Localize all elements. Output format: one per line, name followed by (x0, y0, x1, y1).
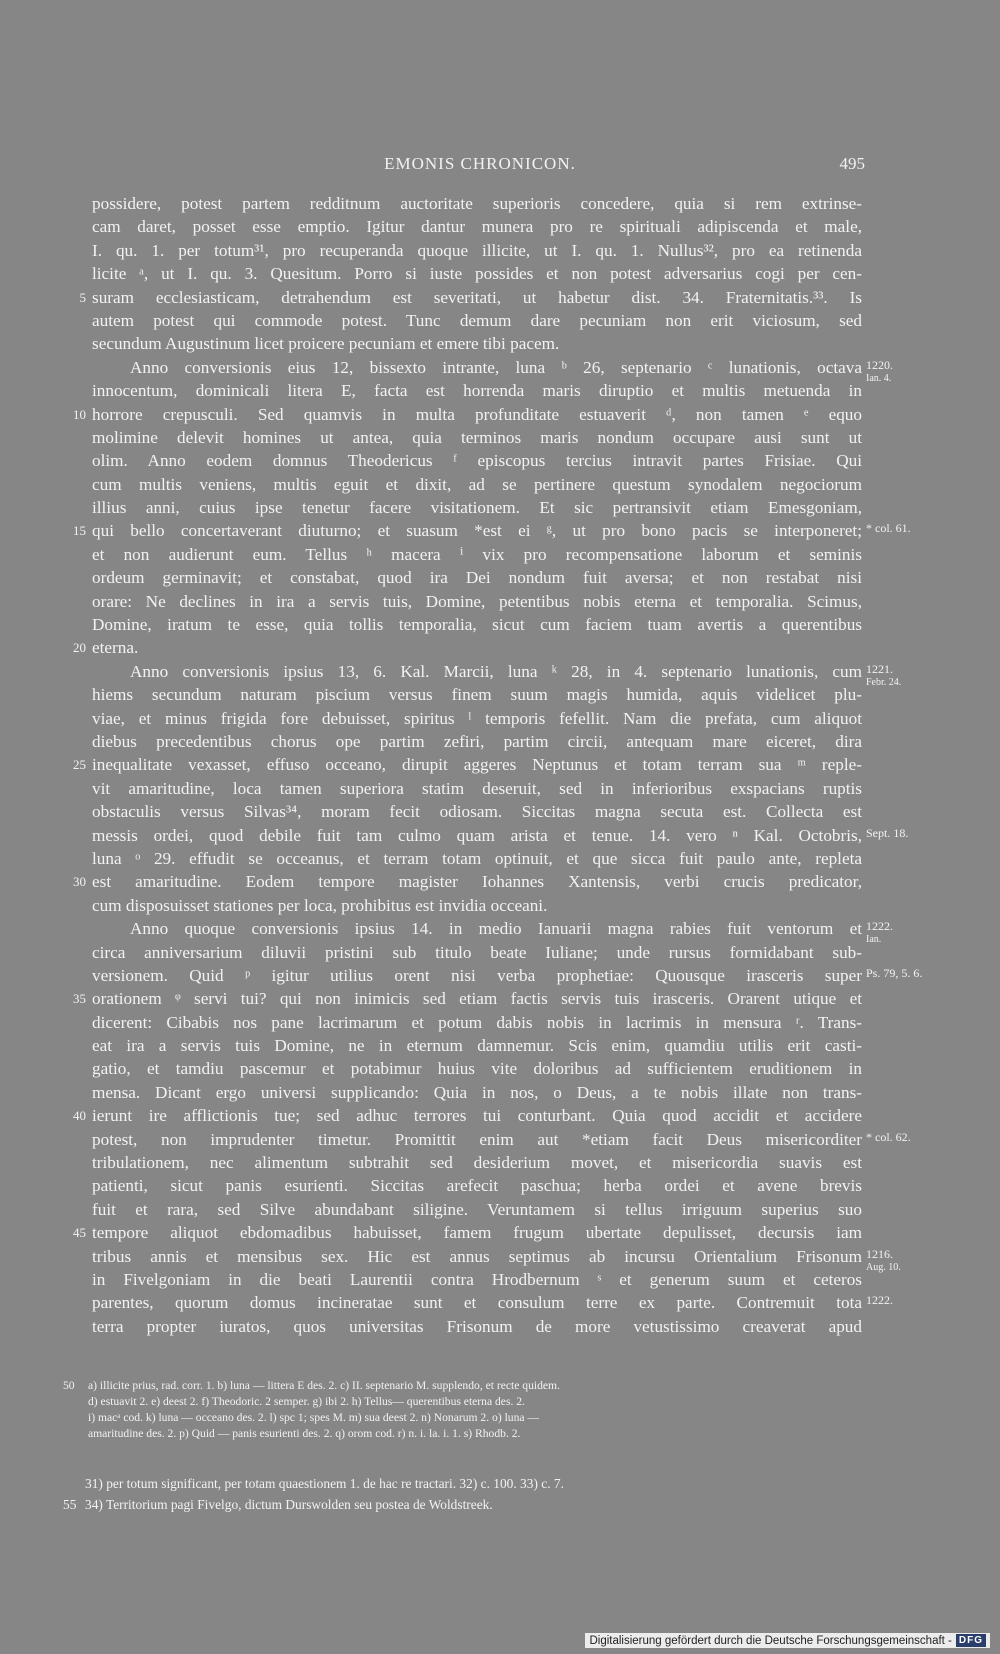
line-number: 20 (73, 640, 86, 656)
main-text-block (73, 192, 923, 1338)
text-line (92, 449, 862, 472)
line-text: I. qu. 1. per totum³¹, pro recuperanda quoque illicite, ut I. qu. 1. Nullus³², pro ea retinenda (92, 240, 862, 260)
digitization-credit[interactable] (585, 1633, 990, 1648)
line-text: Anno quoque conversionis ipsius 14. in medio Ianuarii magna rabies fuit ventorum et (130, 919, 862, 939)
text-line (92, 473, 862, 496)
line-text: orare: Ne declines in ira a servis tuis, Domine, petentibus nobis eterna et temporalia. Scimus, (92, 591, 862, 611)
line-text: gatio, et tamdiu pascemur et potabimur huius vite doloribus ad sufficientem eruditionem in (92, 1059, 862, 1079)
text-line (92, 683, 862, 706)
line-text: messis ordei, quod debile fuit tam culmo quam arista et tenue. 14. vero ⁿ Kal. Octobris, (92, 825, 862, 845)
text-line (92, 964, 923, 987)
line-text: vit amaritudine, loca tamen superiora statim deseruit, sed in inferioribus exspacians ruptis (92, 778, 862, 798)
margin-note (866, 824, 938, 840)
margin-note (866, 1291, 938, 1307)
margin-note (866, 1128, 938, 1144)
text-line (92, 613, 862, 636)
apparatus-text: amaritudine des. 2. p) Quid — panis esurienti des. 2. q) orom cod. r) n. i. la. i. 1. s) Rhodb. 2. (88, 1427, 521, 1440)
apparatus-line (63, 1410, 863, 1426)
apparatus-line (63, 1378, 863, 1394)
line-text: possidere, potest partem redditnum auctoritate superioris concedere, quia si rem extrinse- (92, 194, 862, 213)
text-line (92, 379, 862, 402)
apparatus-line (63, 1426, 863, 1442)
margin-note-year: 1222. (866, 1293, 893, 1308)
text-line (73, 519, 911, 542)
text-line (92, 824, 909, 847)
line-text: olim. Anno eodem domnus Theodericus ᶠ episcopus tercius intravit partes Frisiae. Qui (92, 451, 862, 471)
text-line (92, 894, 862, 917)
line-number: 35 (73, 991, 86, 1007)
text-line (73, 987, 862, 1010)
line-number: 55 (63, 1497, 77, 1512)
line-text: luna ᵒ 29. effudit se occeanus, et terram totam optinuit, et que sicca fuit paulo ante, repleta (92, 848, 862, 868)
text-line (92, 192, 862, 215)
line-text: suram ecclesiasticam, detrahendum est severitati, ut habetur dist. 34. Fraternitatis.³³. Is (92, 287, 862, 307)
margin-note-year: 1216. (866, 1246, 893, 1261)
text-line (73, 870, 862, 893)
line-text: terra propter iuratos, quos universitas Frisonum de more vetustissimo creaverat apud (92, 1316, 862, 1336)
margin-note-year: * col. 62. (866, 1129, 911, 1144)
apparatus-text: a) illicite prius, rad. corr. 1. b) luna — littera E des. 2. c) II. septenario M. supplendo, et recte quidem. (88, 1379, 560, 1392)
text-line (92, 1081, 862, 1104)
text-line (92, 1151, 862, 1174)
text-line (92, 1174, 862, 1197)
text-line (92, 660, 902, 688)
line-text: viae, et minus frigida fore debuisset, spiritus ˡ temporis fefellit. Nam die prefata, cum aliquot (92, 708, 862, 728)
line-text: obstaculis versus Silvas³⁴, moram fecit odiosam. Siccitas magna secuta est. Collecta est (92, 802, 862, 822)
margin-note (866, 1245, 938, 1274)
text-line (79, 286, 862, 309)
line-number: 40 (73, 1108, 86, 1124)
text-line (73, 1221, 862, 1244)
line-number: 10 (73, 406, 86, 422)
critical-apparatus (63, 1378, 863, 1442)
line-text: cum disposuisset stationes per loca, prohibitus est invidia occeani. (92, 895, 548, 915)
line-text: patienti, sicut panis esurienti. Siccitas arefecit paschua; herba ordei et avene brevis (92, 1176, 862, 1196)
line-text: est amaritudine. Eodem tempore magister Iohannes Xantensis, verbi crucis predicator, (92, 872, 862, 892)
footnote-text: 31) per totum significant, per totam quaestionem 1. de hac re tractari. 32) c. 100. 33) c. 7. (85, 1476, 564, 1491)
margin-note-year: 1222. (866, 919, 893, 934)
text-line (92, 1198, 862, 1221)
line-text: parentes, quorum domus incineratae sunt et consulum terre ex parte. Contremuit tota (92, 1293, 862, 1313)
text-line (73, 636, 862, 659)
line-text: illius anni, cuius ipse tenetur facere visitationem. Et sic pertransivit etiam Emesgoniam, (92, 498, 862, 518)
footnote-line (63, 1494, 863, 1515)
line-text: et non audierunt eum. Tellus ʰ macera ⁱ vix pro recompensatione laborum et seminis (92, 544, 862, 564)
line-text: qui bello concertaverant diuturno; et suasum *est ei ᵍ, ut pro bono pacis se interponeret; (92, 521, 862, 541)
text-line (92, 262, 862, 285)
text-line (92, 707, 862, 730)
line-text: inequalitate vexasset, effuso occeano, dirupit aggeres Neptunus et totam terram sua ᵐ reple- (92, 755, 862, 775)
text-line (92, 777, 862, 800)
line-text: ordeum germinavit; et constabat, quod ira Dei nondum fuit aversa; et non restabat nisi (92, 568, 862, 588)
text-line (92, 496, 862, 519)
margin-note-year: 1221. (866, 661, 893, 676)
text-line (92, 941, 862, 964)
line-text: mensa. Dicant ergo universi supplicando: Quia in nos, o Deus, a te nobis illate non trans- (92, 1082, 862, 1102)
text-line (92, 847, 862, 870)
line-number: 45 (73, 1225, 86, 1241)
apparatus-text: d) estuavit 2. e) deest 2. f) Theodoric. 2 semper. g) ibi 2. h) Tellus— querentibus eterna des. 2. (88, 1395, 525, 1408)
text-line (92, 800, 862, 823)
line-number: 50 (63, 1379, 75, 1392)
margin-note-year: * col. 61. (866, 521, 911, 536)
text-line (92, 543, 862, 566)
line-text: versionem. Quid ᵖ igitur utilius orent nisi verba prophetiae: Quousque irasceris super (92, 965, 862, 985)
footnote-text: 34) Territorium pagi Fivelgo, dictum Durswolden seu postea de Woldstreek. (85, 1497, 493, 1512)
text-line (73, 753, 862, 776)
text-line (92, 332, 862, 355)
text-line (92, 1315, 862, 1338)
footnote-line (63, 1473, 863, 1494)
page-number: 495 (839, 154, 865, 173)
margin-note-year: Ps. 79, 5. 6. (866, 965, 923, 980)
page-header (95, 154, 865, 182)
margin-note-date: Aug. 10. (866, 1261, 901, 1273)
text-line (73, 403, 862, 426)
line-text: secundum Augustinum licet proicere pecuniam et emere tibi pacem. (92, 334, 560, 354)
footnotes (63, 1473, 863, 1515)
line-text: in Fivelgoniam in die beati Laurentii contra Hrodbernum ˢ et generum suum et ceteros (92, 1269, 862, 1289)
line-text: fuit et rara, sed Silve abundabant siligine. Veruntamem si tellus irriguum superius suo (92, 1199, 862, 1219)
margin-note (866, 964, 938, 980)
line-text: circa anniversarium diluvii pristini sub titulo beate Iuliane; unde rursus formidabant sub- (92, 942, 862, 962)
apparatus-line (63, 1394, 863, 1410)
line-number: 25 (73, 757, 86, 773)
text-line (92, 215, 862, 238)
text-line (92, 239, 862, 262)
line-text: licite ᵃ, ut I. qu. 3. Quesitum. Porro si iuste possides et non potest adversarius cogi per cen- (92, 264, 862, 284)
line-text: Anno conversionis eius 12, bissexto intrante, luna ᵇ 26, septenario ᶜ lunationis, octava (130, 357, 862, 377)
text-line (92, 1245, 901, 1273)
text-line (92, 1291, 893, 1314)
text-line (73, 1104, 862, 1127)
line-text: Anno conversionis ipsius 13, 6. Kal. Marcii, luna ᵏ 28, in 4. septenario lunationis, cum (130, 661, 862, 681)
text-line (92, 730, 862, 753)
margin-note (866, 519, 938, 535)
margin-note-date: Ian. 4. (866, 372, 892, 384)
text-line (92, 356, 893, 384)
line-number: 30 (73, 874, 86, 890)
line-text: molimine delevit homines ut antea, quia terminos maris nondum occupare ausi sunt ut (92, 427, 862, 447)
line-text: hiems secundum naturam piscium versus finem suum magis humida, aquis videlicet plu- (92, 685, 862, 705)
text-line (92, 566, 862, 589)
line-text: autem potest qui commode potest. Tunc demum dare pecuniam non erit viciosum, sed (92, 310, 862, 330)
dfg-logo: DFG (956, 1634, 986, 1647)
line-text: innocentum, dominicali litera E, facta est horrenda maris diruptio et multis metuenda in (92, 381, 862, 401)
line-text: horrore crepusculi. Sed quamvis in multa profunditate estuaverit ᵈ, non tamen ᵉ equo (92, 404, 862, 424)
margin-note-year: Sept. 18. (866, 825, 909, 840)
margin-note-date: Febr. 24. (866, 676, 902, 688)
line-text: tribulationem, nec alimentum subtrahit sed desiderium movet, et misericordia suavis est (92, 1153, 862, 1173)
line-text: orationem ᵠ servi tui? qui non inimicis sed etiam factis servis tuis irasceris. Orarent utique et (92, 989, 862, 1009)
margin-note-date: Ian. (866, 934, 882, 946)
text-line (92, 426, 862, 449)
line-number: 15 (73, 523, 86, 539)
line-text: cum multis veniens, multis eguit et dixit, ad se pertinere questum synodalem negociorum (92, 474, 862, 494)
line-number: 5 (79, 289, 86, 305)
text-line (92, 309, 862, 332)
text-line (92, 1011, 862, 1034)
line-text: eterna. (92, 638, 139, 658)
line-text: tempore aliquot ebdomadibus habuisset, famem frugum ubertate depulisset, decursis iam (92, 1223, 862, 1243)
text-line (92, 590, 862, 613)
line-text: Domine, iratum te esse, quia tollis temporalia, sicut cum faciem tuam avertis a querentibus (92, 615, 862, 635)
line-text: eat ira a servis tuis Domine, ne in eternum damnemur. Scis enim, quamdiu utilis erit casti- (92, 1036, 862, 1056)
credit-text: Digitalisierung gefördert durch die Deutsche Forschungsgemeinschaft - (589, 1634, 952, 1647)
margin-note-year: 1220. (866, 357, 893, 372)
running-title: EMONIS CHRONICON. (384, 154, 576, 173)
text-line (92, 1268, 862, 1291)
line-text: ierunt ire afflictionis tue; sed adhuc terrores tui conturbant. Quia quod accidit et accidere (92, 1106, 862, 1126)
line-text: cam daret, posset esse emptio. Igitur dantur munera pro re spirituali adipiscenda et male, (92, 217, 862, 237)
line-text: tribus annis et mensibus sex. Hic est annus septimus ab incursu Orientalium Frisonum (92, 1246, 862, 1266)
margin-note (866, 356, 938, 385)
text-line (92, 1034, 862, 1057)
line-text: diebus precedentibus chorus ope partim zefiri, partim circii, antequam mare eiceret, dira (92, 731, 862, 751)
margin-note (866, 917, 938, 946)
text-line (92, 917, 893, 946)
text-line (92, 1128, 911, 1151)
line-text: dicerent: Cibabis nos pane lacrimarum et potum dabis nobis in lacrimis in mensura ʳ. Trans- (92, 1012, 862, 1032)
margin-note (866, 660, 938, 689)
line-text: potest, non imprudenter timetur. Promittit enim aut *etiam facit Deus misericorditer (92, 1129, 862, 1149)
text-line (92, 1057, 862, 1080)
apparatus-text: i) macᵃ cod. k) luna — occeano des. 2. l) spc 1; spes M. m) sua deest 2. n) Nonarum 2. o) luna — (88, 1411, 540, 1424)
